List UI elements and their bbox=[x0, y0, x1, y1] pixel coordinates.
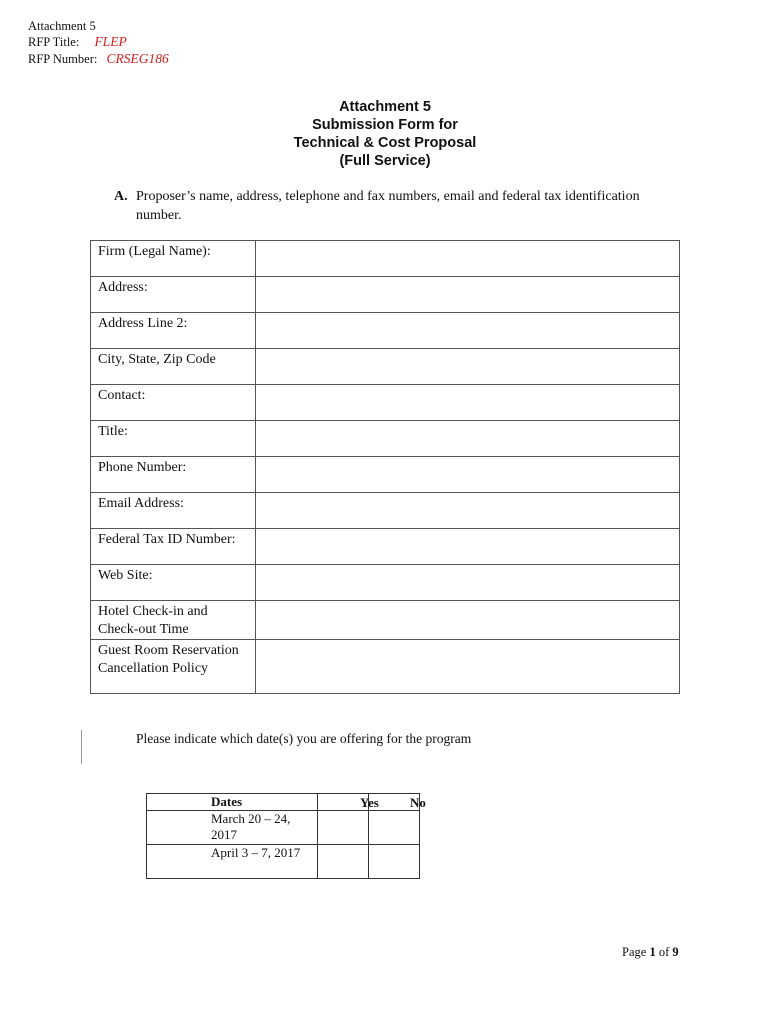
date-option-2-yes-cell[interactable] bbox=[318, 845, 369, 879]
title-line-1: Attachment 5 bbox=[339, 99, 431, 115]
field-value-hotel-check-in[interactable] bbox=[256, 601, 680, 640]
table-row bbox=[91, 493, 680, 529]
field-value-firm[interactable] bbox=[256, 241, 680, 277]
date-option-2-line1: April 3 – 7, 2017 bbox=[211, 845, 301, 860]
title-line-3: Technical & Cost Proposal bbox=[293, 135, 477, 151]
rfp-number-value: CRSEG186 bbox=[106, 51, 169, 66]
field-value-phone[interactable] bbox=[256, 457, 680, 493]
header-rfp-title bbox=[28, 34, 127, 50]
field-label-phone: Phone Number: bbox=[91, 457, 256, 493]
field-value-address-line-2[interactable] bbox=[256, 313, 680, 349]
page-label: Page bbox=[622, 945, 647, 959]
rfp-number-label: RFP Number: bbox=[28, 52, 98, 66]
table-row bbox=[91, 313, 680, 349]
dates-column-header: Dates bbox=[147, 794, 318, 811]
table-row bbox=[91, 601, 680, 640]
field-label-cancellation-policy: Guest Room Reservation Cancellation Policy bbox=[91, 640, 256, 694]
field-value-contact[interactable] bbox=[256, 385, 680, 421]
field-label-federal-tax-id: Federal Tax ID Number: bbox=[91, 529, 256, 565]
table-row bbox=[147, 845, 420, 879]
section-a-instructions bbox=[114, 187, 694, 225]
date-option-1 bbox=[147, 811, 318, 845]
table-row bbox=[91, 241, 680, 277]
page-number: 1 bbox=[649, 945, 656, 959]
date-option-1-no-cell[interactable] bbox=[369, 811, 420, 845]
field-value-email[interactable] bbox=[256, 493, 680, 529]
field-value-city-state-zip[interactable] bbox=[256, 349, 680, 385]
change-bar bbox=[81, 730, 82, 764]
field-label-web-site: Web Site: bbox=[91, 565, 256, 601]
dates-prompt: Please indicate which date(s) you are offering for the program bbox=[136, 731, 472, 746]
page-total: 9 bbox=[672, 945, 679, 959]
date-option-1-line2: 2017 bbox=[211, 827, 237, 842]
table-row bbox=[91, 529, 680, 565]
table-row bbox=[91, 565, 680, 601]
yes-column-header: Yes bbox=[360, 795, 379, 810]
table-row bbox=[91, 457, 680, 493]
field-label-address: Address: bbox=[91, 277, 256, 313]
table-row bbox=[91, 349, 680, 385]
section-a-text-line2: number. bbox=[136, 208, 182, 223]
field-label-firm: Firm (Legal Name): bbox=[91, 241, 256, 277]
section-a-text-line1: Proposer’s name, address, telephone and fax numbers, email and federal tax identification bbox=[136, 189, 640, 204]
page-title bbox=[0, 98, 770, 170]
table-row bbox=[91, 385, 680, 421]
page-of-label: of bbox=[658, 945, 670, 959]
table-row bbox=[147, 811, 420, 845]
field-label-hotel-check-in: Hotel Check-in and Check-out Time bbox=[91, 601, 256, 640]
field-label-city-state-zip: City, State, Zip Code bbox=[91, 349, 256, 385]
dates-table bbox=[146, 793, 420, 879]
field-label-title: Title: bbox=[91, 421, 256, 457]
field-label-email: Email Address: bbox=[91, 493, 256, 529]
field-label-contact: Contact: bbox=[91, 385, 256, 421]
field-value-federal-tax-id[interactable] bbox=[256, 529, 680, 565]
proposer-info-table bbox=[90, 240, 680, 694]
date-option-2-no-cell[interactable] bbox=[369, 845, 420, 879]
header-attachment-text: Attachment 5 bbox=[28, 19, 96, 33]
field-value-cancellation-policy[interactable] bbox=[256, 640, 680, 694]
title-line-4: (Full Service) bbox=[339, 153, 431, 169]
rfp-title-label: RFP Title: bbox=[28, 35, 80, 49]
date-option-2 bbox=[147, 845, 318, 879]
date-option-1-yes-cell[interactable] bbox=[318, 811, 369, 845]
section-a-label: A. bbox=[114, 189, 128, 204]
field-value-address[interactable] bbox=[256, 277, 680, 313]
rfp-title-value: FLEP bbox=[94, 34, 127, 49]
table-row bbox=[91, 277, 680, 313]
table-row bbox=[91, 640, 680, 694]
title-line-2: Submission Form for bbox=[312, 117, 458, 133]
no-column-header: No bbox=[410, 795, 426, 810]
field-value-web-site[interactable] bbox=[256, 565, 680, 601]
header-attachment bbox=[28, 18, 96, 34]
page-number-footer bbox=[622, 945, 679, 960]
table-row bbox=[91, 421, 680, 457]
field-label-address-line-2: Address Line 2: bbox=[91, 313, 256, 349]
date-option-1-line1: March 20 – 24, bbox=[211, 811, 291, 826]
header-rfp-number bbox=[28, 51, 169, 67]
field-value-title[interactable] bbox=[256, 421, 680, 457]
